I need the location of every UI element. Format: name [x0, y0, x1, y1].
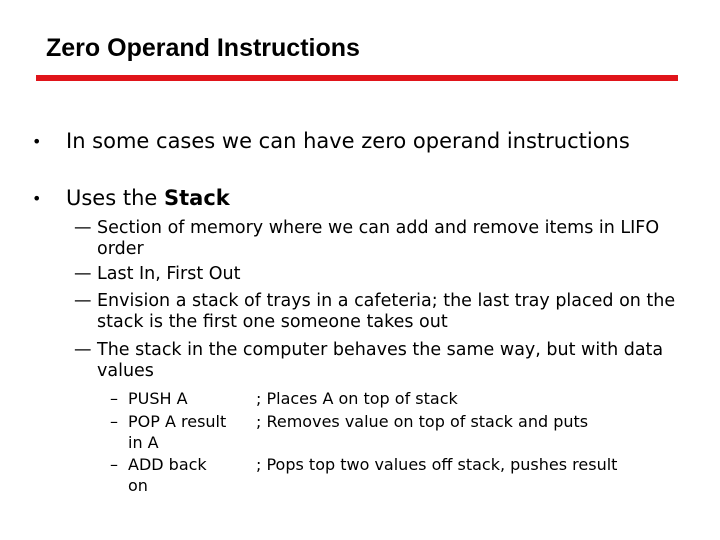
sub-bullet-marker: —	[74, 340, 92, 360]
instruction-marker: –	[110, 412, 118, 431]
sub-bullet-lifo	[74, 264, 694, 285]
sub-bullet-computer-stack	[74, 340, 694, 382]
sub-bullet-trays	[74, 291, 694, 333]
instruction-text: PUSH A	[128, 389, 188, 408]
instruction-pop	[110, 411, 230, 453]
sub-bullet-text: The stack in the computer behaves the same way, but with data values	[97, 340, 664, 381]
sub-bullet-memory	[74, 218, 694, 260]
bullet-marker: •	[32, 189, 42, 208]
bullet-text	[40, 187, 690, 210]
instruction-comment: ; Places A on top of stack	[256, 389, 458, 408]
bullet-text: In some cases we can have zero operand instructions	[66, 129, 630, 153]
bullet-marker: •	[32, 132, 42, 151]
bullet-text-prefix: Uses the	[66, 186, 164, 210]
bullet-uses-stack	[32, 186, 690, 210]
sub-bullet-text: Last In, First Out	[97, 264, 241, 284]
sub-bullet-marker: —	[74, 218, 92, 238]
instruction-add	[110, 454, 230, 496]
sub-bullet-text: Section of memory where we can add and remove items in LIFO order	[97, 218, 660, 259]
instruction-marker: –	[110, 389, 118, 408]
sub-bullet-marker: —	[74, 291, 92, 311]
sub-bullet-marker: —	[74, 264, 92, 284]
instruction-comment: ; Pops top two values off stack, pushes result	[256, 455, 618, 474]
slide-title: Zero Operand Instructions	[46, 34, 360, 62]
instruction-text: POP A result in A	[128, 412, 227, 452]
sub-bullet-text: Envision a stack of trays in a cafeteria; the last tray placed on the stack is the first one someone takes out	[97, 291, 676, 332]
bullet-zero-operand	[32, 129, 690, 153]
bullet-text-bold: Stack	[164, 186, 230, 210]
instruction-text: ADD back on	[128, 455, 207, 495]
instruction-comment: ; Removes value on top of stack and puts	[256, 412, 589, 431]
instruction-marker: –	[110, 455, 118, 474]
title-underline	[36, 75, 678, 81]
instruction-push	[110, 388, 230, 409]
